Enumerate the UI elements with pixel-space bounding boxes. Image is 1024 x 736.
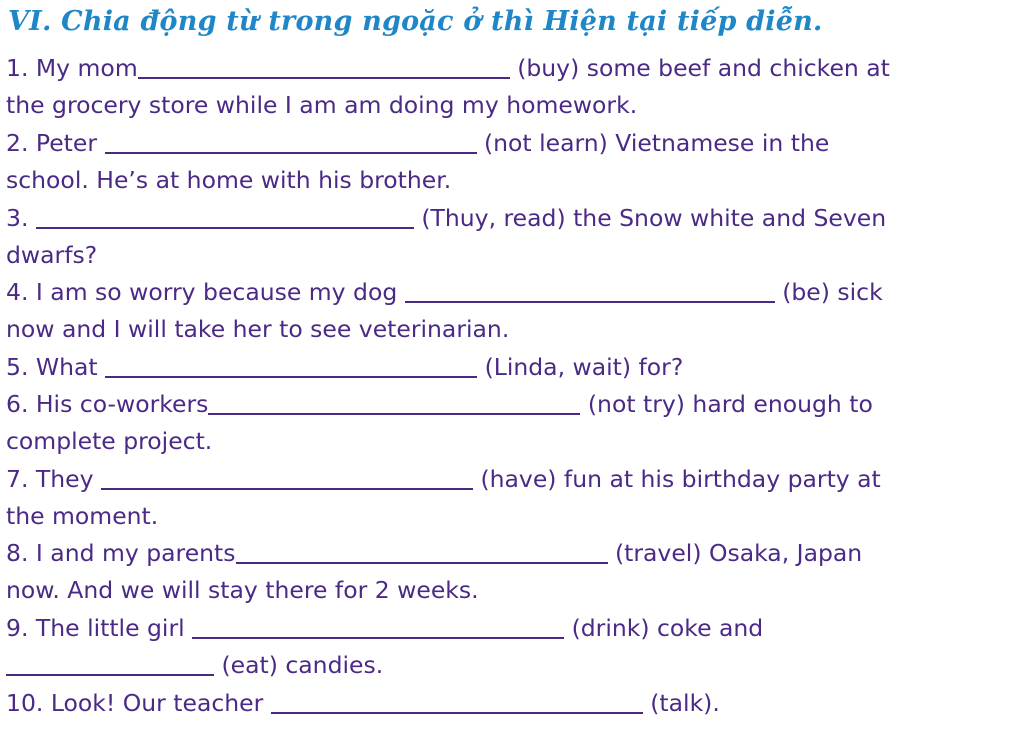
item-8-text-after-blank: (travel) Osaka, Japan	[607, 539, 863, 567]
item-8-text-before-blank: 8. I and my parents	[6, 539, 236, 567]
item-9-text-after-blank-1: (drink) coke and	[564, 614, 764, 642]
item-1-text-before-blank: 1. My mom	[6, 54, 138, 82]
item-9-text-before-blank: 9. The little girl	[6, 614, 193, 642]
item-9-answer-blank-1[interactable]	[192, 617, 564, 639]
item-1-answer-blank[interactable]	[138, 57, 510, 79]
item-2-line-1	[6, 125, 829, 162]
item-7-answer-blank[interactable]	[101, 468, 473, 490]
item-8-line-2: now. And we will stay there for 2 weeks.	[6, 576, 479, 604]
item-2-line-2: school. He’s at home with his brother.	[6, 166, 452, 194]
item-10-text-before-blank: 10. Look! Our teacher	[6, 689, 271, 717]
item-9-line-1	[6, 610, 763, 647]
item-2-answer-blank[interactable]	[105, 132, 477, 154]
item-3-line-2: dwarfs?	[6, 241, 98, 269]
exercise-title: VI. Chia động từ trong ngoặc ở thì Hiện tại tiếp diễn.	[8, 6, 823, 37]
item-2-text-after-blank: (not learn) Vietnamese in the	[476, 129, 830, 157]
item-1-text-after-blank: (buy) some beef and chicken at	[509, 54, 890, 82]
item-3-answer-blank[interactable]	[36, 207, 414, 229]
item-5-line-1	[6, 349, 683, 386]
item-4-text-before-blank: 4. I am so worry because my dog	[6, 278, 405, 306]
item-3-text-before-blank: 3.	[6, 204, 36, 232]
item-8-line-1	[6, 535, 862, 572]
item-9-answer-blank-2[interactable]	[6, 654, 214, 676]
item-7-text-before-blank: 7. They	[6, 465, 101, 493]
item-5-text-after-blank: (Linda, wait) for?	[477, 353, 684, 381]
item-4-answer-blank[interactable]	[405, 281, 775, 303]
item-3-line-1	[6, 200, 886, 237]
item-6-text-after-blank: (not try) hard enough to	[580, 390, 873, 418]
item-7-line-1	[6, 461, 881, 498]
item-5-answer-blank[interactable]	[105, 356, 477, 378]
item-7-line-2: the moment.	[6, 502, 159, 530]
item-6-line-1	[6, 386, 873, 423]
item-3-text-after-blank: (Thuy, read) the Snow white and Seven	[413, 204, 887, 232]
item-7-text-after-blank: (have) fun at his birthday party at	[472, 465, 881, 493]
item-1-line-1	[6, 50, 890, 87]
item-6-line-2: complete project.	[6, 427, 213, 455]
item-4-line-2: now and I will take her to see veterinarian.	[6, 315, 510, 343]
item-4-text-after-blank: (be) sick	[774, 278, 883, 306]
item-4-line-1	[6, 274, 883, 311]
item-2-text-before-blank: 2. Peter	[6, 129, 105, 157]
item-9-line-2	[6, 647, 383, 684]
item-9-text-after-blank-2: (eat) candies.	[214, 651, 384, 679]
item-6-text-before-blank: 6. His co-workers	[6, 390, 209, 418]
item-10-line-1	[6, 685, 720, 722]
item-6-answer-blank[interactable]	[208, 393, 580, 415]
item-5-text-before-blank: 5. What	[6, 353, 106, 381]
item-1-line-2: the grocery store while I am am doing my homework.	[6, 91, 638, 119]
item-10-text-after-blank: (talk).	[642, 689, 720, 717]
item-10-answer-blank[interactable]	[271, 692, 643, 714]
item-8-answer-blank[interactable]	[236, 542, 608, 564]
